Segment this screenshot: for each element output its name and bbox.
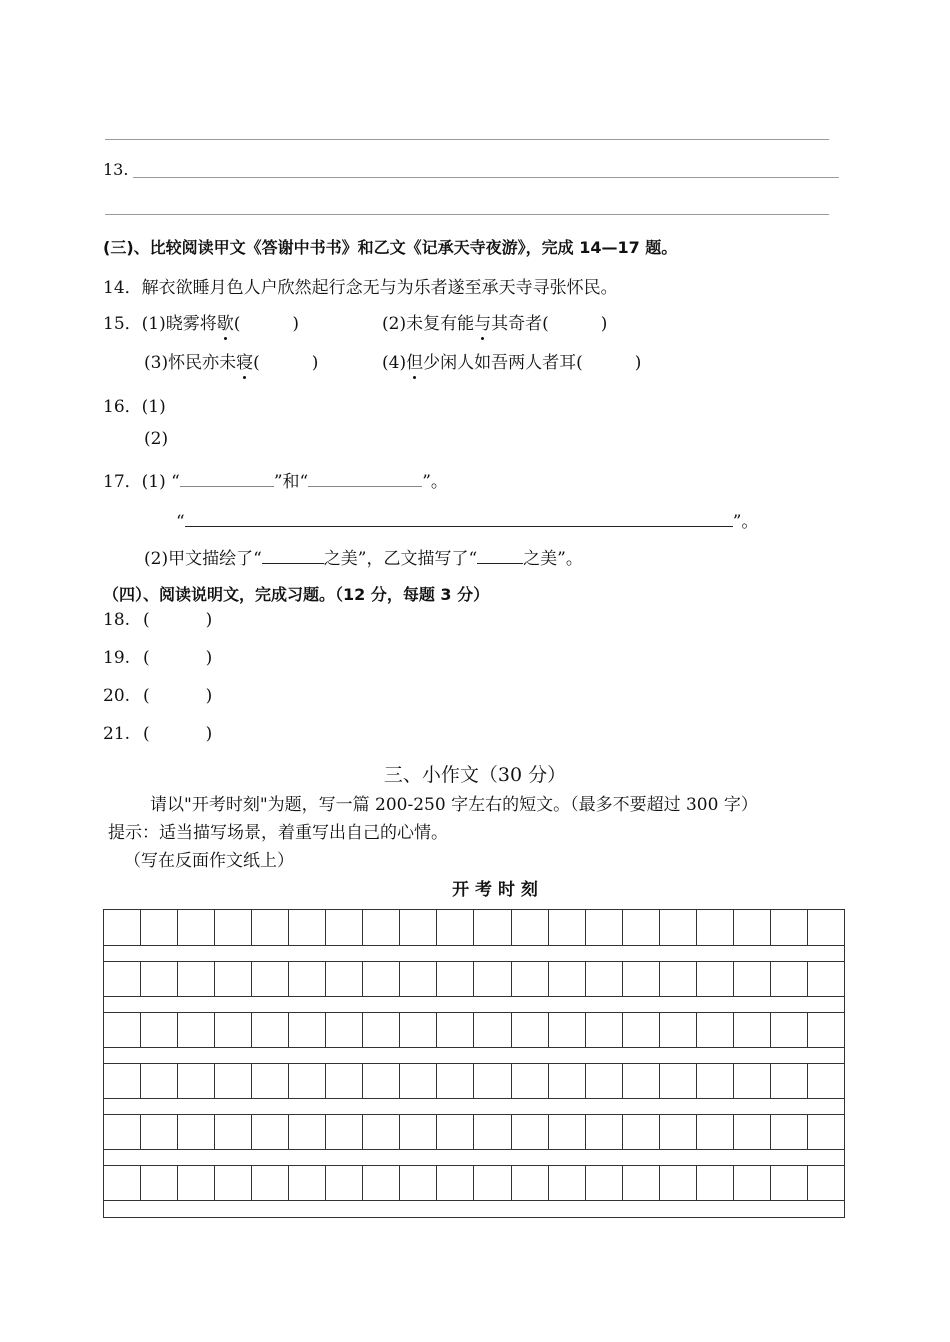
q21-row [103, 724, 212, 744]
q17-line2-a: “ [176, 512, 185, 532]
q15-item3-open: ( [253, 353, 260, 373]
grid-cell[interactable] [178, 961, 215, 997]
answer-line-12 [105, 139, 829, 140]
q17-line3-c: 之美”。 [523, 549, 583, 569]
grid-cell[interactable] [771, 1063, 808, 1099]
grid-cell[interactable] [400, 961, 437, 997]
grid-cell[interactable] [141, 961, 178, 997]
q19-close: ) [205, 648, 213, 668]
grid-cell[interactable] [215, 910, 252, 946]
q14-text: 解衣欲睡月色人户欣然起行念无与为乐者遂至承天寺寻张怀民。 [141, 278, 618, 298]
grid-cell[interactable] [586, 1063, 623, 1099]
q15-number: 15． [103, 314, 142, 334]
grid-cell[interactable] [623, 961, 660, 997]
composition-note: （写在反面作文纸上） [124, 851, 294, 871]
grid-cell[interactable] [363, 1063, 400, 1099]
q18-open: ( [143, 610, 150, 630]
q16-row1 [103, 392, 166, 417]
grid-cell[interactable] [660, 1063, 697, 1099]
grid-cell[interactable] [215, 961, 252, 997]
q13-number: 13. [103, 160, 129, 179]
grid-cell[interactable] [437, 961, 474, 997]
q17-blank5[interactable] [477, 546, 523, 564]
grid-cell[interactable] [252, 1114, 289, 1150]
grid-cell[interactable] [808, 961, 844, 997]
q18-row [103, 610, 212, 630]
grid-cell[interactable] [549, 1114, 586, 1150]
grid-cell[interactable] [771, 1114, 808, 1150]
grid-cell[interactable] [215, 1114, 252, 1150]
grid-cell[interactable] [697, 961, 734, 997]
grid-cell[interactable] [178, 1063, 215, 1099]
q14-line [103, 273, 618, 298]
q17-number: 17． [103, 472, 142, 492]
q15-item2-dotted-char: 与 [474, 309, 491, 334]
grid-cell[interactable] [141, 1063, 178, 1099]
q15-item3-dotted-char: 寝 [236, 348, 253, 373]
grid-cell[interactable] [141, 1012, 178, 1048]
grid-cell[interactable] [326, 1063, 363, 1099]
grid-cell[interactable] [512, 1165, 549, 1201]
grid-cell[interactable] [734, 1012, 771, 1048]
grid-cell[interactable] [734, 910, 771, 946]
q17-blank3[interactable] [185, 509, 733, 527]
grid-cell[interactable] [771, 961, 808, 997]
q17-blank2[interactable] [308, 469, 422, 487]
q17-line3-a: (2)甲文描绘了“ [144, 549, 262, 569]
grid-cell[interactable] [549, 1012, 586, 1048]
grid-cell[interactable] [474, 961, 511, 997]
grid-cell[interactable] [623, 910, 660, 946]
grid-row[interactable] [104, 961, 844, 997]
grid-row[interactable] [104, 1165, 844, 1201]
grid-cell[interactable] [363, 1114, 400, 1150]
grid-cell[interactable] [326, 1165, 363, 1201]
q17-row3 [144, 544, 583, 569]
composition-hint: 提示：适当描写场景，着重写出自己的心情。 [108, 823, 448, 843]
grid-cell[interactable] [474, 1114, 511, 1150]
grid-row[interactable] [104, 1114, 844, 1150]
grid-cell[interactable] [178, 1114, 215, 1150]
answer-line-13b [105, 214, 829, 215]
grid-cell[interactable] [771, 1165, 808, 1201]
section-3-heading: (三)、比较阅读甲文《答谢中书书》和乙文《记承天寺夜游》，完成 14—17 题。 [103, 238, 678, 257]
grid-cell[interactable] [252, 1012, 289, 1048]
grid-cell[interactable] [363, 1165, 400, 1201]
grid-cell[interactable] [512, 961, 549, 997]
q17-line1-a: (1) “ [141, 472, 180, 492]
grid-cell[interactable] [512, 1063, 549, 1099]
grid-cell[interactable] [660, 1012, 697, 1048]
q15-item2-rest: 其奇者( [491, 314, 549, 334]
grid-row[interactable] [104, 910, 844, 946]
q21-number: 21. [103, 724, 131, 744]
grid-cell[interactable] [252, 910, 289, 946]
q15-item1-dotted-char: 歇 [217, 309, 234, 334]
grid-cell[interactable] [512, 1012, 549, 1048]
grid-cell[interactable] [141, 910, 178, 946]
grid-cell[interactable] [437, 1012, 474, 1048]
grid-cell[interactable] [215, 1063, 252, 1099]
grid-cell[interactable] [363, 1012, 400, 1048]
q15-row2-right [382, 348, 641, 373]
grid-cell[interactable] [549, 1063, 586, 1099]
grid-cell[interactable] [215, 1012, 252, 1048]
grid-cell[interactable] [808, 910, 844, 946]
grid-cell[interactable] [104, 1114, 141, 1150]
q16-part1: (1) [141, 397, 166, 417]
grid-cell[interactable] [437, 910, 474, 946]
grid-row[interactable] [104, 1012, 844, 1048]
grid-cell[interactable] [734, 1063, 771, 1099]
grid-cell[interactable] [697, 1012, 734, 1048]
grid-cell[interactable] [437, 1165, 474, 1201]
grid-cell[interactable] [586, 961, 623, 997]
grid-cell[interactable] [623, 1114, 660, 1150]
grid-cell[interactable] [734, 961, 771, 997]
grid-cell[interactable] [586, 1165, 623, 1201]
grid-cell[interactable] [104, 961, 141, 997]
q20-open: ( [143, 686, 150, 706]
grid-cell[interactable] [363, 910, 400, 946]
grid-cell[interactable] [178, 910, 215, 946]
q15-item1-open: ( [233, 314, 241, 334]
q18-close: ) [205, 610, 213, 630]
grid-cell[interactable] [215, 1165, 252, 1201]
grid-cell[interactable] [586, 1114, 623, 1150]
grid-cell[interactable] [474, 1012, 511, 1048]
grid-cell[interactable] [289, 961, 326, 997]
grid-title: 开 考 时 刻 [452, 880, 538, 900]
grid-cell[interactable] [437, 1114, 474, 1150]
grid-cell[interactable] [252, 1165, 289, 1201]
grid-cell[interactable] [586, 910, 623, 946]
grid-cell[interactable] [549, 910, 586, 946]
grid-cell[interactable] [289, 1165, 326, 1201]
grid-cell[interactable] [697, 1063, 734, 1099]
q19-row [103, 648, 212, 668]
grid-cell[interactable] [474, 910, 511, 946]
grid-cell[interactable] [660, 910, 697, 946]
grid-cell[interactable] [549, 961, 586, 997]
q18-number: 18. [103, 610, 131, 630]
q15-row1 [103, 309, 299, 334]
grid-cell[interactable] [326, 1012, 363, 1048]
grid-cell[interactable] [660, 1165, 697, 1201]
q15-row2 [144, 348, 318, 373]
q20-close: ) [205, 686, 213, 706]
q20-row [103, 686, 212, 706]
grid-cell[interactable] [660, 1114, 697, 1150]
q17-blank1[interactable] [180, 469, 274, 487]
q17-blank4[interactable] [262, 546, 324, 564]
grid-cell[interactable] [734, 1114, 771, 1150]
grid-cell[interactable] [289, 910, 326, 946]
grid-cell[interactable] [474, 1165, 511, 1201]
grid-cell[interactable] [326, 1114, 363, 1150]
q16-number: 16． [103, 397, 142, 417]
grid-cell[interactable] [660, 961, 697, 997]
grid-cell[interactable] [326, 961, 363, 997]
q17-row2 [176, 507, 758, 532]
q21-open: ( [143, 724, 150, 744]
grid-cell[interactable] [734, 1165, 771, 1201]
q15-item4-close: ) [634, 353, 642, 373]
grid-cell[interactable] [141, 1165, 178, 1201]
q19-number: 19. [103, 648, 131, 668]
composition-prompt: 请以"开考时刻"为题，写一篇 200-250 字左右的短文。（最多不要超过 300 字） [150, 795, 758, 815]
q15-item2-text: (2)未复有能 [382, 314, 475, 334]
q19-open: ( [143, 648, 150, 668]
grid-cell[interactable] [586, 1012, 623, 1048]
q15-item3-close: ) [311, 353, 319, 373]
grid-cell[interactable] [289, 1063, 326, 1099]
grid-cell[interactable] [808, 1114, 844, 1150]
grid-cell[interactable] [437, 1063, 474, 1099]
writing-grid[interactable] [103, 909, 845, 1218]
grid-cell[interactable] [808, 1063, 844, 1099]
composition-title: 三、小作文（30 分） [383, 764, 567, 786]
grid-cell[interactable] [104, 1063, 141, 1099]
q15-item4-rest: 少闲人如吾两人者耳( [423, 353, 583, 373]
grid-cell[interactable] [141, 1114, 178, 1150]
grid-cell[interactable] [808, 1165, 844, 1201]
q17-line1-b: ”和“ [273, 472, 309, 492]
grid-cell[interactable] [549, 1165, 586, 1201]
grid-cell[interactable] [178, 1165, 215, 1201]
answer-line-13a [133, 177, 839, 178]
grid-cell[interactable] [771, 1012, 808, 1048]
q17-row1 [103, 467, 448, 492]
grid-cell[interactable] [289, 1012, 326, 1048]
q15-item3-text: (3)怀民亦未 [144, 353, 237, 373]
grid-cell[interactable] [400, 1012, 437, 1048]
q14-number: 14． [103, 278, 142, 298]
grid-cell[interactable] [771, 910, 808, 946]
grid-row[interactable] [104, 1063, 844, 1099]
q15-item1-close: ) [292, 314, 300, 334]
q20-number: 20. [103, 686, 131, 706]
q15-item4-dotted-char: 但 [406, 348, 423, 373]
grid-cell[interactable] [252, 1063, 289, 1099]
q15-item2-close: ) [600, 314, 608, 334]
grid-cell[interactable] [252, 961, 289, 997]
grid-cell[interactable] [400, 1114, 437, 1150]
q17-line1-c: ”。 [422, 472, 448, 492]
grid-cell[interactable] [512, 910, 549, 946]
grid-cell[interactable] [178, 1012, 215, 1048]
grid-cell[interactable] [289, 1114, 326, 1150]
grid-cell[interactable] [400, 1165, 437, 1201]
q15-row1-right [382, 309, 607, 334]
grid-cell[interactable] [326, 910, 363, 946]
q15-item4-text: (4) [382, 353, 407, 373]
grid-cell[interactable] [623, 1165, 660, 1201]
grid-cell[interactable] [623, 1012, 660, 1048]
grid-cell[interactable] [808, 1012, 844, 1048]
section-4-heading: （四）、阅读说明文，完成习题。（12 分，每题 3 分） [103, 585, 490, 604]
q21-close: ) [205, 724, 213, 744]
grid-cell[interactable] [474, 1063, 511, 1099]
q15-item1-text: (1)晓雾将 [141, 314, 217, 334]
q17-line2-b: ”。 [732, 512, 759, 532]
grid-cell[interactable] [697, 910, 734, 946]
grid-cell[interactable] [512, 1114, 549, 1150]
q16-part2: (2) [144, 429, 169, 449]
q17-line3-b: 之美”，乙文描写了“ [323, 549, 478, 569]
grid-cell[interactable] [697, 1165, 734, 1201]
grid-cell[interactable] [104, 910, 141, 946]
grid-cell[interactable] [363, 961, 400, 997]
grid-cell[interactable] [104, 1165, 141, 1201]
grid-cell[interactable] [623, 1063, 660, 1099]
grid-cell[interactable] [400, 910, 437, 946]
grid-cell[interactable] [400, 1063, 437, 1099]
grid-cell[interactable] [697, 1114, 734, 1150]
grid-cell[interactable] [104, 1012, 141, 1048]
